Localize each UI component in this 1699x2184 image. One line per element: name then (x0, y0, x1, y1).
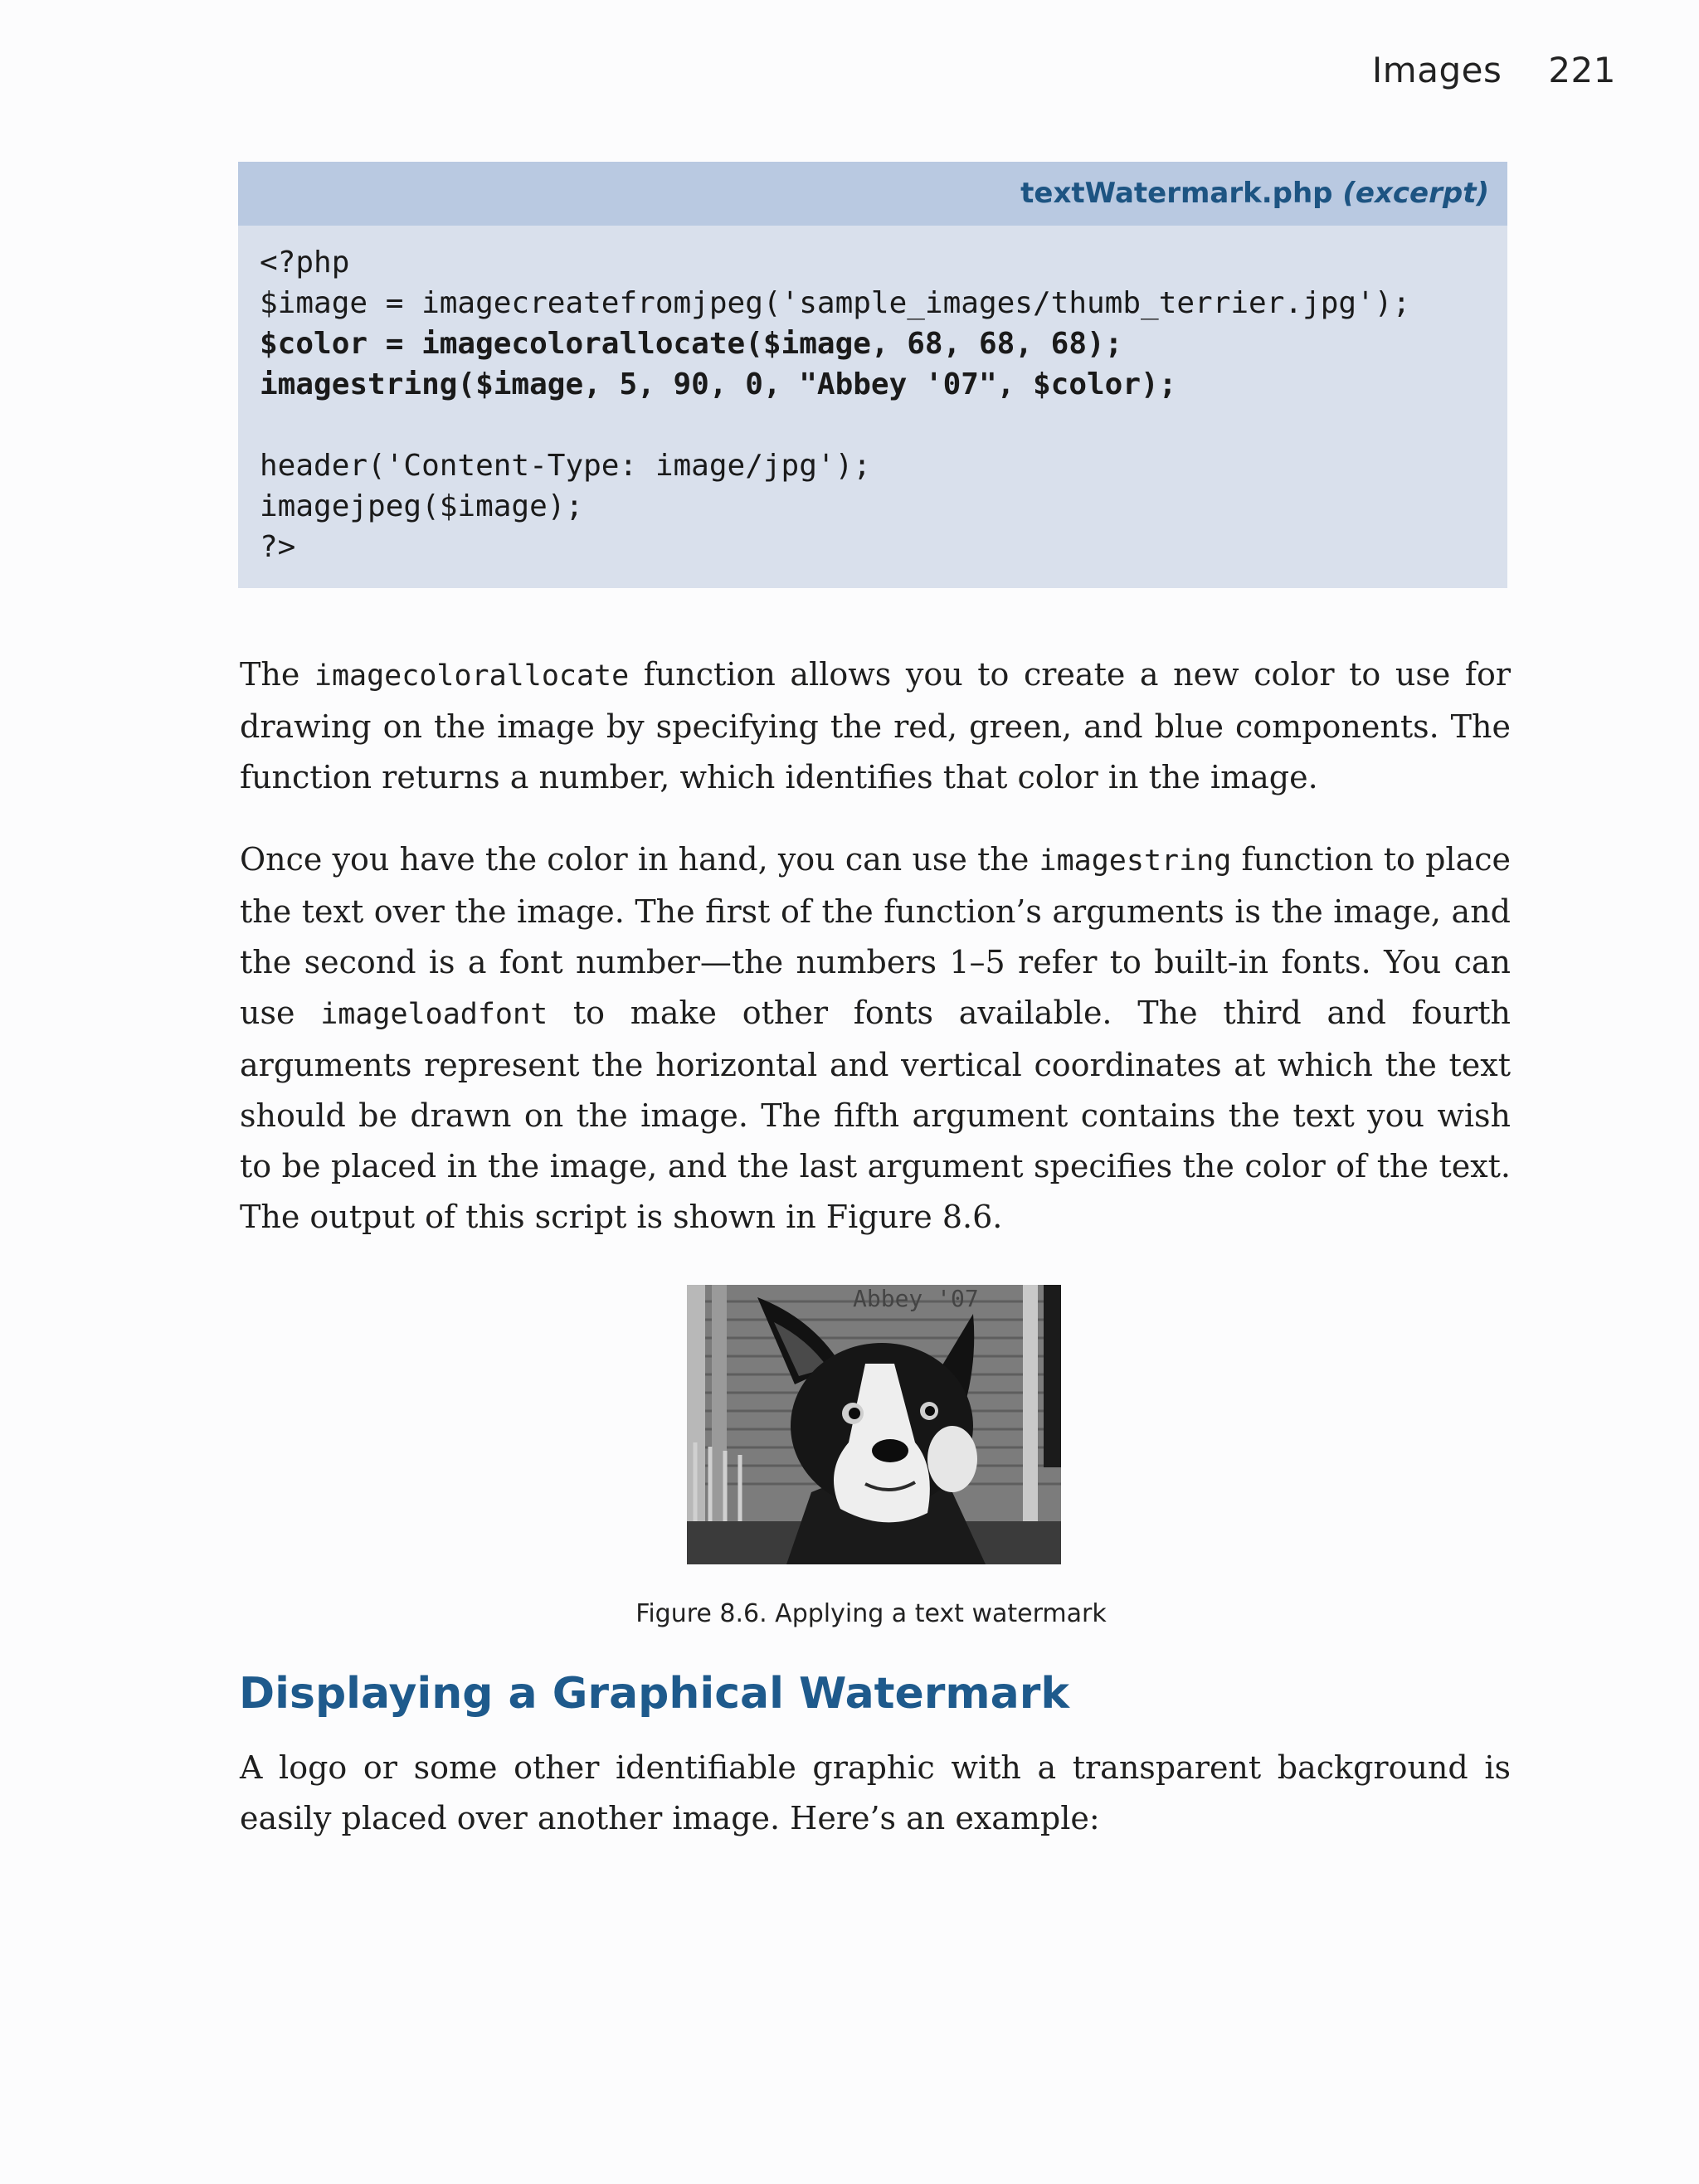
para1-text-1: The (240, 656, 314, 693)
section-heading: Displaying a Graphical Watermark (239, 1669, 1069, 1719)
code-line: $image = imagecreatefromjpeg('sample_images/thumb_terrier.jpg'); (260, 286, 1411, 320)
running-head (1372, 50, 1616, 90)
code-line (260, 405, 1507, 445)
code-qualifier: (excerpt) (1342, 177, 1489, 210)
inline-code-imagestring: imagestring (1039, 844, 1232, 878)
para2-text-3: to make other fonts available. The third and fourth arguments represent the horizontal and vertical coordinates at which the text should be drawn on the image. The fifth argument contains the text you wish to be placed in the image, and the last argument specifies the color of the text. The output of this script is shown in Figure 8.6. (240, 995, 1511, 1235)
page-number: 221 (1548, 50, 1616, 90)
code-line: imagestring($image, 5, 90, 0, "Abbey '07", $color); (260, 367, 1177, 401)
paragraph-graphical-watermark: A logo or some other identifiable graphic with a transparent background is easily placed over another image. Here’s an example: (240, 1749, 1511, 1836)
inline-code-imageloadfont: imageloadfont (320, 998, 548, 1031)
code-line: header('Content-Type: image/jpg'); (260, 449, 871, 483)
code-listing (238, 162, 1507, 588)
paragraph-imagecolorallocate (240, 649, 1511, 803)
code-line: <?php (260, 246, 350, 280)
code-line: ?> (260, 530, 296, 564)
inline-code-imagecolorallocate: imagecolorallocate (314, 659, 630, 693)
code-line: $color = imagecolorallocate($image, 68, 68, 68); (260, 327, 1123, 361)
figure-terrier-photo (687, 1285, 1061, 1564)
running-head-section: Images (1371, 50, 1502, 90)
figure-caption: Figure 8.6. Applying a text watermark (635, 1599, 1107, 1628)
para2-text-2: function to place the text over the image. The first of the function’s arguments is the image, and the second is a font number—the numbers 1–5 refer to built-in fonts. You can use (240, 841, 1511, 1031)
code-line: imagejpeg($image); (260, 489, 584, 523)
para2-text-1: Once you have the color in hand, you can use the (240, 841, 1039, 878)
code-lines (238, 226, 1507, 567)
para1-text-2: function allows you to create a new color to use for drawing on the image by specifying the red, green, and blue components. The function returns a number, which identifies that color in the image. (240, 656, 1512, 795)
code-listing-title (238, 162, 1507, 226)
watermark-text: Abbey '07 (853, 1285, 979, 1312)
paragraph-imagestring (240, 834, 1511, 1243)
code-filename: textWatermark.php (1020, 177, 1333, 210)
